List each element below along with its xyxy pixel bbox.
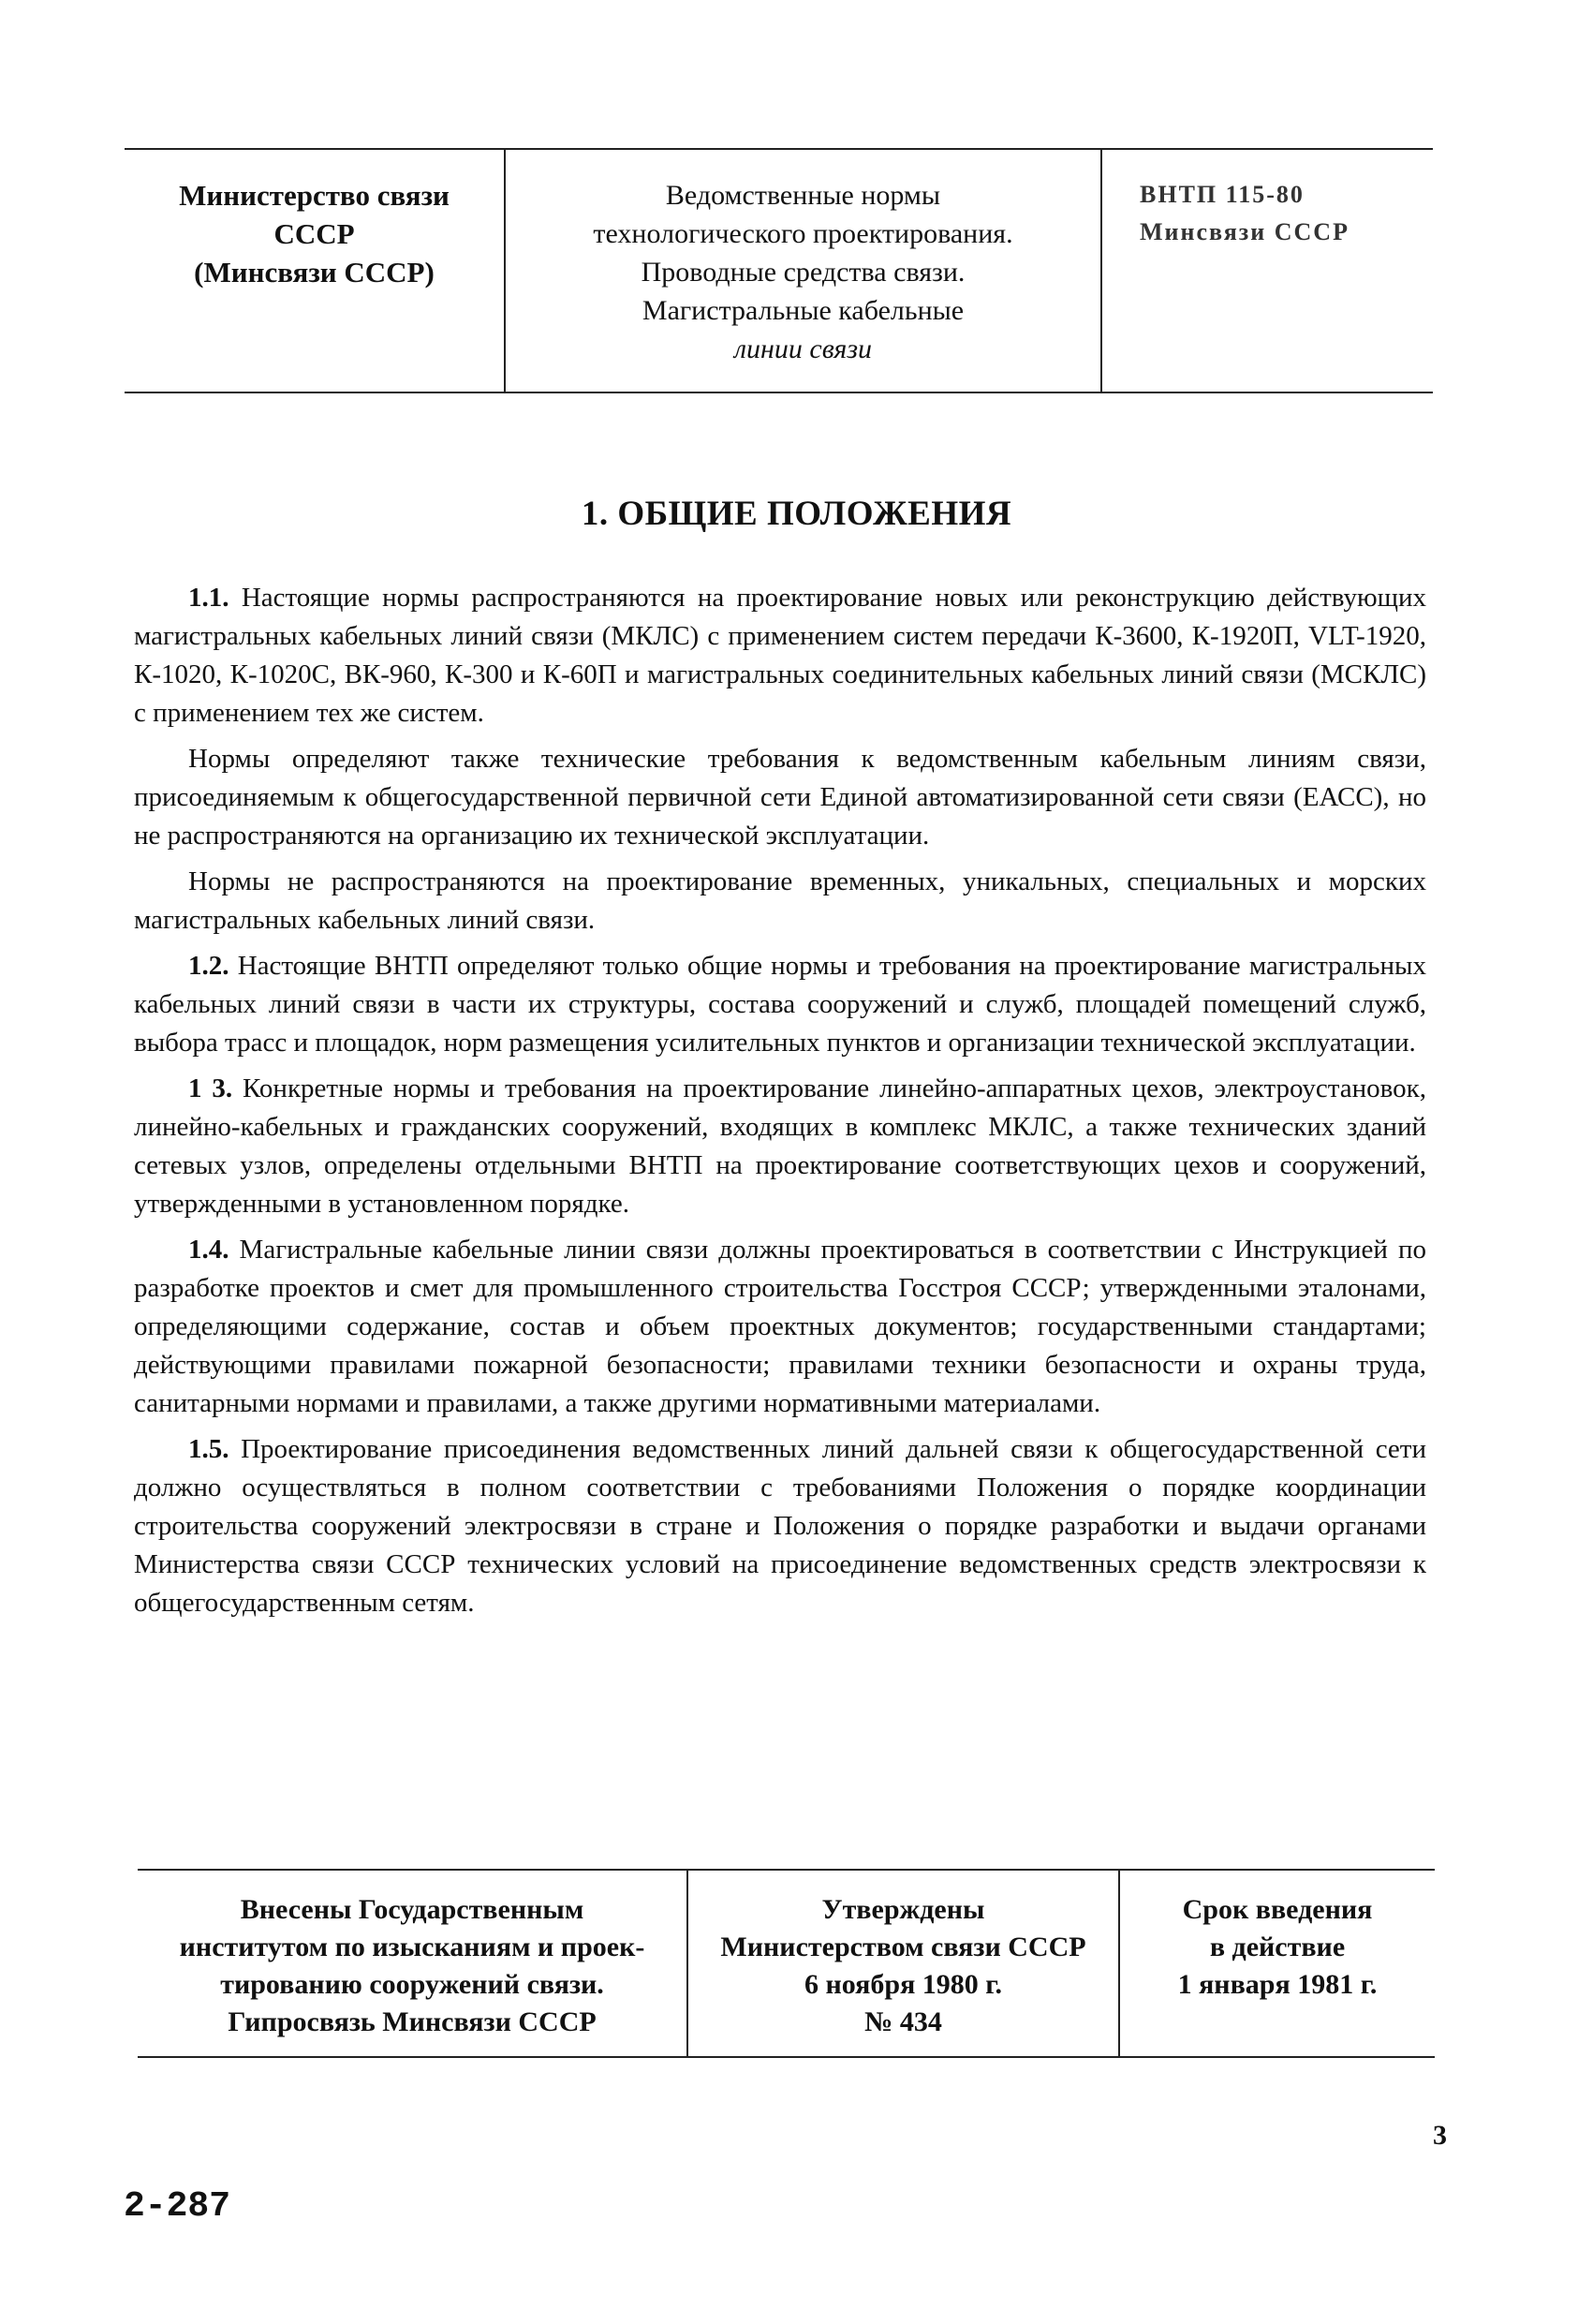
doc-issuer-code: Минсвязи СССР — [1140, 218, 1350, 245]
header-table — [125, 148, 1433, 393]
issuing-ministry-cell — [125, 150, 504, 392]
paragraph — [134, 740, 1426, 855]
paragraph-text: Настоящие ВНТП определяют только общие нормы и требования на проектирование магистральных кабельных линий связи в части их структуры, состава сооружений и служб, площадей помещений служб, выбора трасс и площадок, норм размещения усилительных пунктов и организации технической эксплуатации. — [134, 951, 1426, 1058]
ministry-line: (Минсвязи СССР) — [194, 256, 435, 289]
paragraph — [134, 863, 1426, 940]
paragraph-number: 1.1. — [188, 583, 229, 613]
document-title-cell — [504, 150, 1100, 392]
paragraph-text: Нормы определяют также технические требования к ведомственным кабельным линиям связи, присоединяемым к общегосударственной первичной сети Единой автоматизированной сети связи (ЕАСС), но не распространяются на организацию их технической эксплуатации. — [134, 744, 1426, 851]
submitted-line: институтом по изысканиям и проек- — [179, 1932, 645, 1962]
submitted-line: Гипросвязь Минсвязи СССР — [228, 2006, 597, 2037]
doc-title-line: Магистральные кабельные — [642, 295, 965, 326]
approved-by-cell — [686, 1871, 1118, 2056]
submitted-line: Внесены Государственным — [240, 1894, 584, 1925]
paragraph-number: 1 3. — [188, 1073, 233, 1103]
submitted-line: тированию сооружений связи. — [220, 1969, 604, 2000]
paragraph-text: Проектирование присоединения ведомственных линий дальней связи к общегосударственной сети должно осуществляться в полном соответствии с требованиями Положения о порядке координации строительства сооружений электросвязи в стране и Положения о порядке разработки и выдачи органами Министерства связи СССР технических условий на присоединение ведомственных средств электросвязи к общегосударственным сетям. — [134, 1434, 1426, 1618]
paragraph-text: Магистральные кабельные линии связи должны проектироваться в соответствии с Инструкцией по разработке проектов и смет для промышленного строительства Госстроя СССР; утвержденными эталонами, определяющими содержание, состав и объем проектных документов; государственными стандартами; действующими правилами пожарной безопасности; правилами техники безопасности и охраны труда, санитарными нормами и правилами, а также другими нормативными материалами. — [134, 1235, 1426, 1418]
doc-title-line: Проводные средства связи. — [641, 257, 966, 288]
section-title: 1. ОБЩИЕ ПОЛОЖЕНИЯ — [581, 495, 1012, 533]
ministry-line: СССР — [273, 217, 355, 250]
effective-date-cell — [1118, 1871, 1435, 2056]
doc-code: ВНТП 115-80 — [1140, 181, 1305, 208]
footer-table — [138, 1869, 1435, 2058]
paragraph-number: 1.5. — [188, 1434, 229, 1464]
paragraph-text: Настоящие нормы распространяются на проектирование новых или реконструкцию действующих магистральных кабельных линий связи (МКЛС) с применением систем передачи К-3600, К-1920П, VLT-1920, К-1020, К-1020С, ВК-960, К-300 и К-60П и магистральных соединительных кабельных линий связи (МСКЛС) с применением тех же систем. — [134, 583, 1426, 728]
body-text — [134, 579, 1426, 1630]
paragraph — [134, 579, 1426, 733]
ministry-line: Министерство связи — [179, 179, 450, 212]
sheet-code: 2-287 — [124, 2186, 231, 2227]
paragraph-text: Нормы не распространяются на проектирование временных, уникальных, специальных и морских магистральных кабельных линий связи. — [134, 866, 1426, 935]
doc-title-line: линии связи — [733, 333, 873, 364]
effective-line: Срок введения — [1182, 1894, 1373, 1925]
paragraph-number: 1.2. — [188, 951, 229, 981]
approved-line: 6 ноября 1980 г. — [804, 1969, 1003, 2000]
submitted-by-cell — [138, 1871, 686, 2056]
paragraph-number: 1.4. — [188, 1235, 229, 1265]
effective-line: в действие — [1209, 1932, 1346, 1962]
document-code-cell — [1100, 150, 1433, 392]
approved-line: № 434 — [864, 2006, 942, 2037]
page-number: 3 — [1433, 2120, 1447, 2151]
paragraph — [134, 1231, 1426, 1423]
paragraph-text: Конкретные нормы и требования на проектирование линейно-аппаратных цехов, электроустановок, линейно-кабельных и гражданских сооружений, входящих в комплекс МКЛС, а также технических зданий сетевых узлов, определены отдельными ВНТП на проектирование соответствующих цехов и сооружений, утвержденными в установленном порядке. — [134, 1073, 1426, 1219]
approved-line: Министерством связи СССР — [720, 1932, 1086, 1962]
doc-title-line: Ведомственные нормы — [665, 180, 941, 211]
effective-line: 1 января 1981 г. — [1177, 1969, 1378, 2000]
approved-line: Утверждены — [821, 1894, 985, 1925]
paragraph — [134, 947, 1426, 1062]
doc-title-line: технологического проектирования. — [593, 218, 1013, 249]
paragraph — [134, 1430, 1426, 1622]
paragraph — [134, 1070, 1426, 1223]
